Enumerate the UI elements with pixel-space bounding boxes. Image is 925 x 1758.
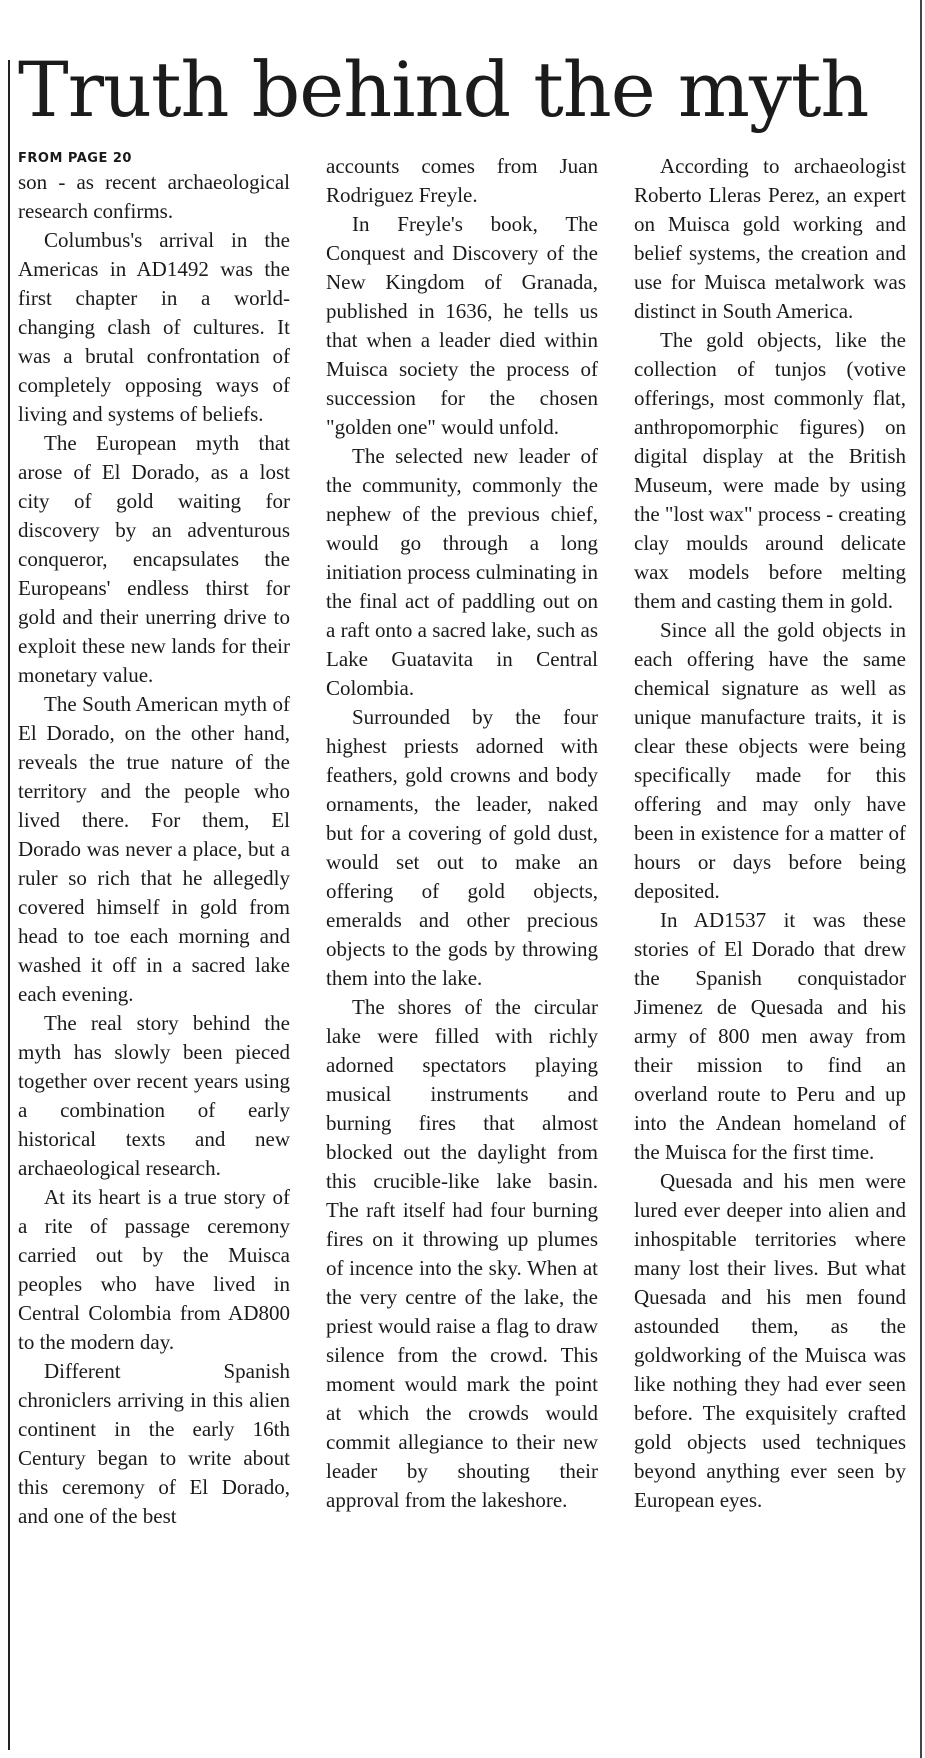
- article-paragraph: Different Spanish chroniclers arriving in this alien continent in the early 16th Century began to write about this ceremony of El Dorado, and one of the best: [18, 1359, 290, 1528]
- headline: Truth behind the myth: [18, 45, 869, 134]
- column-rule: [8, 60, 10, 1750]
- article-paragraph: Columbus's arrival in the Americas in AD1492 was the first chapter in a world-changing clash of cultures. It was a brutal confrontation of completely opposing ways of living and systems of beliefs.: [18, 228, 290, 426]
- article-paragraph: In Freyle's book, The Conquest and Discovery of the New Kingdom of Granada, published in 1636, he tells us that when a leader died within Muisca society the process of succession for the chosen "golden one" would unfold.: [326, 212, 598, 439]
- article-column-2: [326, 152, 598, 1515]
- article-paragraph: accounts comes from Juan Rodriguez Freyle.: [326, 154, 598, 207]
- continued-from-label: FROM PAGE 20: [18, 151, 132, 166]
- article-paragraph: son - as recent archaeological research confirms.: [18, 170, 290, 223]
- article-paragraph: Since all the gold objects in each offering have the same chemical signature as well as unique manufacture traits, it is clear these objects were being specifically made for this offering and may only have been in existence for a matter of hours or days before being deposited.: [634, 618, 906, 903]
- article-paragraph: In AD1537 it was these stories of El Dorado that drew the Spanish conquistador Jimenez de Quesada and his army of 800 men away from their mission to find an overland route to Peru and up into the Andean homeland of the Muisca for the first time.: [634, 908, 906, 1164]
- page-edge-rule: [920, 0, 922, 1758]
- article-paragraph: At its heart is a true story of a rite of passage ceremony carried out by the Muisca peoples who have lived in Central Colombia from AD800 to the modern day.: [18, 1185, 290, 1354]
- article-paragraph: The European myth that arose of El Dorado, as a lost city of gold waiting for discovery by an adventurous conqueror, encapsulates the Europeans' endless thirst for gold and their unerring drive to exploit these new lands for their monetary value.: [18, 431, 290, 687]
- article-paragraph: The shores of the circular lake were filled with richly adorned spectators playing musical instruments and burning fires that almost blocked out the daylight from this crucible-like lake basin. The raft itself had four burning fires on it throwing up plumes of incence into the sky. When at the very centre of the lake, the priest would raise a flag to draw silence from the crowd. This moment would mark the point at which the crowds would commit allegiance to their new leader by shouting their approval from the lakeshore.: [326, 995, 598, 1512]
- article-paragraph: The gold objects, like the collection of tunjos (votive offerings, most commonly flat, anthropomorphic figures) on digital display at the British Museum, were made by using the "lost wax" process - creating clay moulds around delicate wax models before melting them and casting them in gold.: [634, 328, 906, 613]
- article-column-3: [634, 152, 906, 1515]
- article-column-1: [18, 150, 290, 1531]
- article-paragraph: The real story behind the myth has slowly been pieced together over recent years using a combination of early historical texts and new archaeological research.: [18, 1011, 290, 1180]
- article-paragraph: The selected new leader of the community, commonly the nephew of the previous chief, would go through a long initiation process culminating in the final act of paddling out on a raft onto a sacred lake, such as Lake Guatavita in Central Colombia.: [326, 444, 598, 700]
- article-paragraph: Quesada and his men were lured ever deeper into alien and inhospitable territories where many lost their lives. But what Quesada and his men found astounded them, as the goldworking of the Muisca was like nothing they had ever seen before. The exquisitely crafted gold objects used techniques beyond anything ever seen by European eyes.: [634, 1169, 906, 1512]
- article-paragraph: The South American myth of El Dorado, on the other hand, reveals the true nature of the territory and the people who lived there. For them, El Dorado was never a place, but a ruler so rich that he allegedly covered himself in gold from head to toe each morning and washed it off in a sacred lake each evening.: [18, 692, 290, 1006]
- article-paragraph: According to archaeologist Roberto Lleras Perez, an expert on Muisca gold working and belief systems, the creation and use for Muisca metalwork was distinct in South America.: [634, 154, 906, 323]
- article-paragraph: Surrounded by the four highest priests adorned with feathers, gold crowns and body ornaments, the leader, naked but for a covering of gold dust, would set out to make an offering of gold objects, emeralds and other precious objects to the gods by throwing them into the lake.: [326, 705, 598, 990]
